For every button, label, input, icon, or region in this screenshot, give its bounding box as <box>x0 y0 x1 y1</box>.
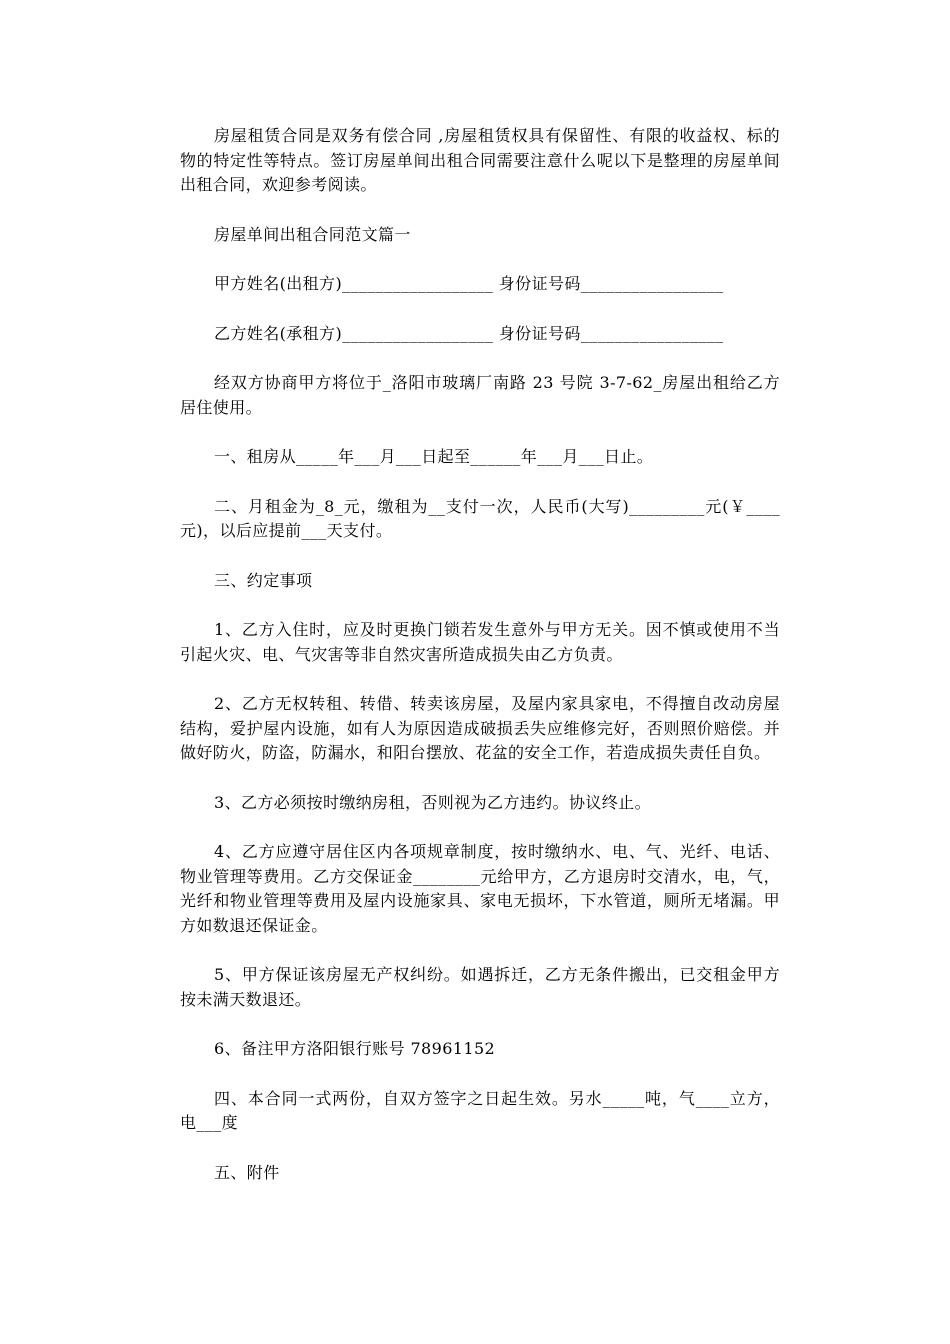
clause-rent: 二、月租金为_8_元，缴租为__支付一次，人民币(大写)_________元(￥____元)，以后应提前___天支付。 <box>180 496 780 540</box>
clause-agreements-heading: 三、约定事项 <box>214 570 313 590</box>
agreement-item-4: 4、乙方应遵守居住区内各项规章制度，按时缴纳水、电、气、光纤、电话、物业管理等费用。乙方交保证金________元给甲方，乙方退房时交清水，电，气，光纤和物业管理等费用及屋内设施家具、家电无损坏，下水管道，厕所无堵漏。甲方如数退还保证金。 <box>180 842 780 935</box>
agreement-item-2: 2、乙方无权转租、转借、转卖该房屋，及屋内家具家电，不得擅自改动房屋结构，爱护屋内设施，如有人为原因造成破损丢失应维修完好，否则照价赔偿。并做好防火，防盗，防漏水，和阳台摆放、花盆的安全工作，若造成损失责任自负。 <box>180 694 780 762</box>
clause-copies: 四、本合同一式两份，自双方签字之日起生效。另水_____吨，气____立方，电___度 <box>180 1088 780 1132</box>
agreement-item-1: 1、乙方入住时，应及时更换门锁若发生意外与甲方无关。因不慎或使用不当引起火灾、电、气灾害等非自然灾害所造成损失由乙方负责。 <box>180 620 780 664</box>
section-title: 房屋单间出租合同范文篇一 <box>214 224 411 244</box>
agreement-item-5: 5、甲方保证该房屋无产权纠纷。如遇拆迁，乙方无条件搬出，已交租金甲方按未满天数退还。 <box>180 965 780 1009</box>
clause-attachments: 五、附件 <box>214 1162 280 1182</box>
intro-paragraph: 房屋租赁合同是双务有偿合同 ,房屋租赁权具有保留性、有限的收益权、标的物的特定性等特点。签订房屋单间出租合同需要注意什么呢以下是整理的房屋单间出租合同，欢迎参考阅读。 <box>180 126 780 194</box>
clause-term: 一、租房从_____年___月___日起至______年___月___日止。 <box>214 447 654 466</box>
document-body <box>180 124 780 1210</box>
property-location-paragraph: 经双方协商甲方将位于_洛阳市玻璃厂南路 23 号院 3-7-62_房屋出租给乙方居住使用。 <box>180 373 780 417</box>
party-a-line: 甲方姓名(出租方)__________________ 身份证号码_________________ <box>214 274 724 293</box>
agreement-item-3: 3、乙方必须按时缴纳房租，否则视为乙方违约。协议终止。 <box>214 792 651 812</box>
agreement-item-6: 6、备注甲方洛阳银行账号 78961152 <box>214 1039 496 1058</box>
party-b-line: 乙方姓名(承租方)__________________ 身份证号码_________________ <box>214 323 724 343</box>
